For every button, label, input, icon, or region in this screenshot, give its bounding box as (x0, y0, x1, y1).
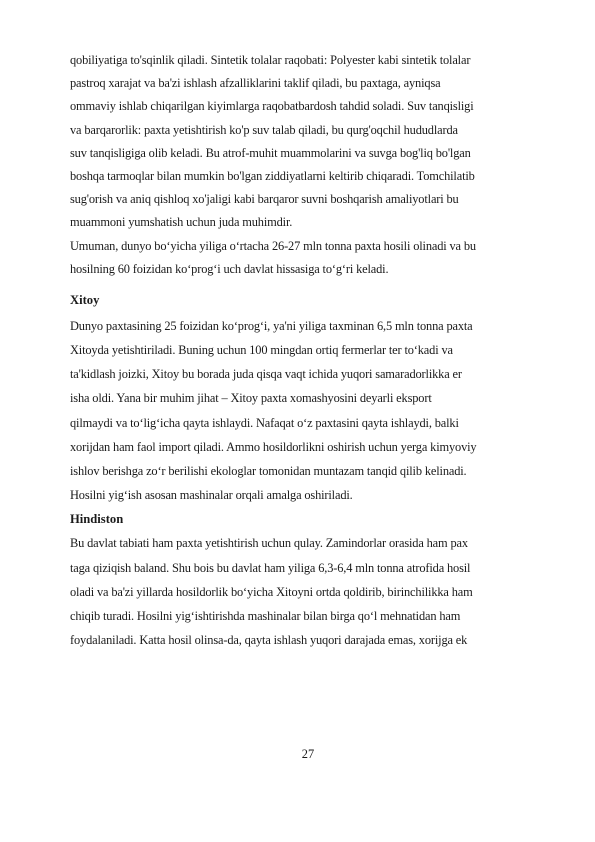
page-number: 27 (301, 747, 315, 761)
text-line: pastroq xarajat va ba'zi ishlash afzalliklarini taklif qiladi, bu paxtaga, ayniqsa (70, 76, 441, 91)
text-line: Hosilni yig‘ish asosan mashinalar orqali amalga oshiriladi. (70, 488, 353, 503)
section-body-xitoy (70, 314, 550, 508)
page-content (70, 49, 550, 652)
text-line: qobiliyatiga to'sqinlik qiladi. Sintetik tolalar raqobati: Polyester kabi sintetik tolalar (70, 53, 471, 67)
text-line: ta'kidlash joizki, Xitoy bu borada juda qisqa vaqt ichida yuqori samaradorlikka er (70, 367, 462, 382)
text-line: foydalaniladi. Katta hosil olinsa-da, qayta ishlash yuqori darajada emas, xorijga ek (70, 633, 468, 648)
intro-paragraph (70, 49, 550, 281)
text-line: oladi va ba'zi yillarda hosildorlik bo‘yicha Xitoyni ortda qoldirib, birinchilikka ham (70, 584, 473, 599)
text-line: ommaviy ishlab chiqarilgan kiyimlarga raqobatbardosh tahdid soladi. Suv tanqisligi (70, 99, 474, 114)
text-line: Xitoyda yetishtiriladi. Buning uchun 100 mingdan ortiq fermerlar ter to‘kadi va (70, 343, 453, 358)
text-line: suv tanqisligiga olib keladi. Bu atrof-muhit muammolarini va suvga bog'liq bo'lgan (70, 145, 471, 160)
text-line: qilmaydi va to‘lig‘icha qayta ishlaydi. Nafaqat o‘z paxtasini qayta ishlaydi, balki (70, 415, 459, 430)
section-heading-hindiston: Hindiston (70, 512, 124, 527)
text-line: isha oldi. Yana bir muhim jihat – Xitoy paxta xomashyosini deyarli eksport (70, 391, 432, 406)
text-line: chiqib turadi. Hosilni yig‘ishtirishda mashinalar bilan birga qo‘l mehnatidan ham (70, 608, 461, 623)
text-line: taga qiziqish baland. Shu bois bu davlat ham yiliga 6,3-6,4 mln tonna atrofida hosil (70, 560, 471, 575)
text-line: Dunyo paxtasining 25 foizidan ko‘prog‘i, ya'ni yiliga taxminan 6,5 mln tonna paxta (70, 318, 473, 333)
text-line: va barqarorlik: paxta yetishtirish ko'p suv talab qiladi, bu qurg'oqchil hududlarda (70, 122, 458, 137)
text-line: sug'orish va aniq qishloq xo'jaligi kabi barqaror suvni boshqarish amaliyotlari bu (70, 192, 459, 207)
text-line: boshqa tarmoqlar bilan mumkin bo'lgan ziddiyatlarni keltirib chiqaradi. Tomchilatib (70, 168, 475, 183)
section-body-hindiston (70, 531, 550, 652)
text-line: hosilning 60 foizidan ko‘prog‘i uch davlat hissasiga to‘g‘ri keladi. (70, 261, 389, 276)
section-heading-xitoy: Xitoy (70, 292, 100, 307)
text-line: Umuman, dunyo bo‘yicha yiliga o‘rtacha 26-27 mln tonna paxta hosili olinadi va bu (70, 238, 476, 253)
text-line: ishlov berishga zo‘r berilishi ekologlar tomonidan muntazam tanqid qilib kelinadi. (70, 464, 467, 478)
text-line: xorijdan ham faol import qiladi. Ammo hosildorlikni oshirish uchun yerga kimyoviy (70, 439, 477, 454)
text-line: muammoni yumshatish uchun juda muhimdir. (70, 215, 293, 230)
text-line: Bu davlat tabiati ham paxta yetishtirish uchun qulay. Zamindorlar orasida ham pax (70, 536, 468, 551)
